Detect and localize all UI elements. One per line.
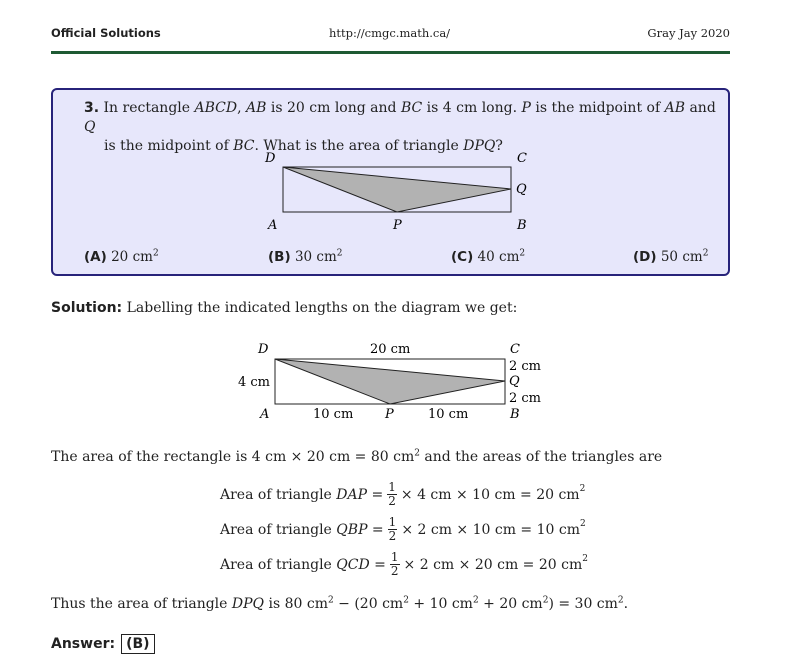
answer-line: [51, 634, 155, 654]
text-fragment: is 4 cm long.: [426, 100, 518, 116]
choice-exponent: 2: [519, 248, 526, 259]
choice-c: [451, 249, 525, 265]
text-fragment: is 80 cm: [268, 596, 328, 612]
solution-diagram: [225, 338, 555, 426]
equation-dap: Area of triangle DAP = $\frac{1}{2}$ × 4 cm × 10 cm = 20 cm $^2$: [220, 480, 586, 508]
text-fragment: is the midpoint of: [535, 100, 661, 116]
text-fragment: The area of the rectangle is 4 cm × 20 cm = 80 cm: [51, 449, 415, 465]
math-ab: AB: [246, 100, 267, 116]
text-fragment: is 20 cm long and: [270, 100, 397, 116]
exponent: 2: [542, 595, 549, 606]
choice-d: [633, 249, 708, 265]
header-rule: [51, 51, 730, 54]
frac-num: 1: [390, 550, 399, 564]
problem-number: 3.: [84, 100, 100, 116]
label-p: P: [393, 218, 402, 233]
choice-letter: (B): [268, 249, 291, 265]
equation-qcd: Area of triangle QCD = $\frac{1}{2}$ × 2 cm × 20 cm = 20 cm $^2$: [220, 550, 588, 578]
frac-den: 2: [390, 564, 399, 578]
exponent: 2: [472, 595, 479, 606]
eq-triangle: QBP: [336, 521, 368, 538]
exponent: 2: [403, 595, 409, 606]
header-url: http://cmgc.math.ca/: [329, 26, 451, 40]
equation-qbp: Area of triangle QBP = $\frac{1}{2}$ × 2 cm × 10 cm = 10 cm $^2$: [220, 515, 586, 543]
eq-triangle: DAP: [336, 486, 368, 503]
solution-label: Solution:: [51, 300, 123, 316]
sol-label-q: Q: [509, 374, 520, 389]
text-fragment: is the midpoint of: [104, 138, 229, 154]
choice-letter: (A): [84, 249, 107, 265]
frac-num: 1: [388, 515, 397, 529]
sol-label-bottom-left: 10 cm: [313, 407, 354, 422]
eq-rhs: × 2 cm × 10 cm = 10 cm: [401, 521, 580, 538]
label-q: Q: [516, 182, 527, 197]
text-fragment: Thus the area of triangle: [51, 596, 228, 612]
sol-label-left: 4 cm: [238, 375, 271, 390]
math-ab: AB: [664, 100, 685, 116]
eq-rhs: × 2 cm × 20 cm = 20 cm: [403, 556, 583, 573]
sol-label-a: A: [260, 407, 270, 422]
choice-b: [268, 249, 343, 265]
header-left-title: Official Solutions: [51, 26, 161, 40]
choice-exponent: 2: [336, 248, 343, 259]
choice-value: 20 cm: [111, 249, 153, 265]
text-fragment: ) = 30 cm: [548, 596, 618, 612]
choice-letter: (D): [633, 249, 657, 265]
sol-label-d: D: [258, 342, 269, 357]
eq-triangle: QCD: [336, 556, 370, 573]
eq-lhs: Area of triangle: [220, 521, 332, 538]
text-fragment: + 20 cm: [478, 596, 543, 612]
text-fragment: and: [689, 100, 716, 116]
fraction-half: [390, 551, 400, 578]
math-bc: BC: [400, 100, 423, 116]
exponent: 2: [617, 595, 624, 606]
conclusion-paragraph: [51, 596, 628, 612]
label-b: B: [517, 218, 527, 233]
fraction-half: [388, 516, 398, 543]
frac-den: 2: [388, 529, 397, 543]
text-fragment: In rectangle: [103, 100, 191, 116]
frac-num: 1: [388, 480, 396, 494]
triangle-dpq: [283, 167, 511, 212]
math-rect: ABCD: [194, 100, 238, 116]
exponent: 2: [327, 595, 334, 606]
rect-area-paragraph: [51, 449, 662, 465]
choice-value: 50 cm: [660, 249, 703, 265]
math-p: P: [521, 100, 531, 116]
sol-label-bottom-right: 10 cm: [428, 407, 469, 422]
solution-intro: [51, 300, 517, 316]
solution-intro-text: Labelling the indicated lengths on the diagram we get:: [126, 300, 518, 316]
fraction-half: [387, 481, 397, 508]
problem-box: [51, 88, 730, 276]
label-c: C: [517, 151, 527, 166]
problem-diagram: [253, 145, 533, 235]
choice-value: 30 cm: [294, 249, 337, 265]
text-fragment: + 10 cm: [408, 596, 473, 612]
math-dpq: DPQ: [231, 596, 265, 612]
text-fragment: ,: [237, 100, 242, 116]
label-a: A: [268, 218, 278, 233]
label-d: D: [265, 151, 276, 166]
math-q: Q: [84, 119, 96, 135]
sol-label-c: C: [510, 342, 520, 357]
eq-lhs: Area of triangle: [220, 556, 332, 573]
text-fragment: .: [623, 596, 629, 612]
exponent: 2: [414, 448, 420, 459]
text-fragment: ?: [495, 138, 503, 154]
sol-label-b: B: [510, 407, 520, 422]
math-dpq: DPQ: [463, 138, 496, 154]
header-contest: Gray Jay 2020: [647, 26, 730, 40]
choice-exponent: 2: [152, 248, 159, 259]
page-header: [51, 26, 730, 42]
sol-label-right-bottom: 2 cm: [509, 391, 542, 406]
eq-lhs: Area of triangle: [220, 486, 332, 503]
solution-triangle-dpq: [275, 359, 505, 404]
choice-a: [84, 249, 159, 265]
sol-label-p: P: [385, 407, 394, 422]
answer-label: Answer:: [51, 636, 116, 652]
frac-den: 2: [388, 494, 396, 508]
sol-label-top: 20 cm: [370, 342, 411, 357]
math-bc: BC: [233, 138, 255, 154]
text-fragment: and the areas of the triangles are: [419, 449, 663, 465]
text-fragment: . What is the area of triangle: [254, 138, 459, 154]
sol-label-right-top: 2 cm: [509, 359, 542, 374]
text-fragment: − (20 cm: [333, 596, 404, 612]
choice-value: 40 cm: [477, 249, 520, 265]
choice-exponent: 2: [702, 248, 709, 259]
answer-box: (B): [121, 634, 154, 654]
eq-rhs: × 4 cm × 10 cm = 20 cm: [400, 486, 580, 503]
choice-letter: (C): [451, 249, 474, 265]
